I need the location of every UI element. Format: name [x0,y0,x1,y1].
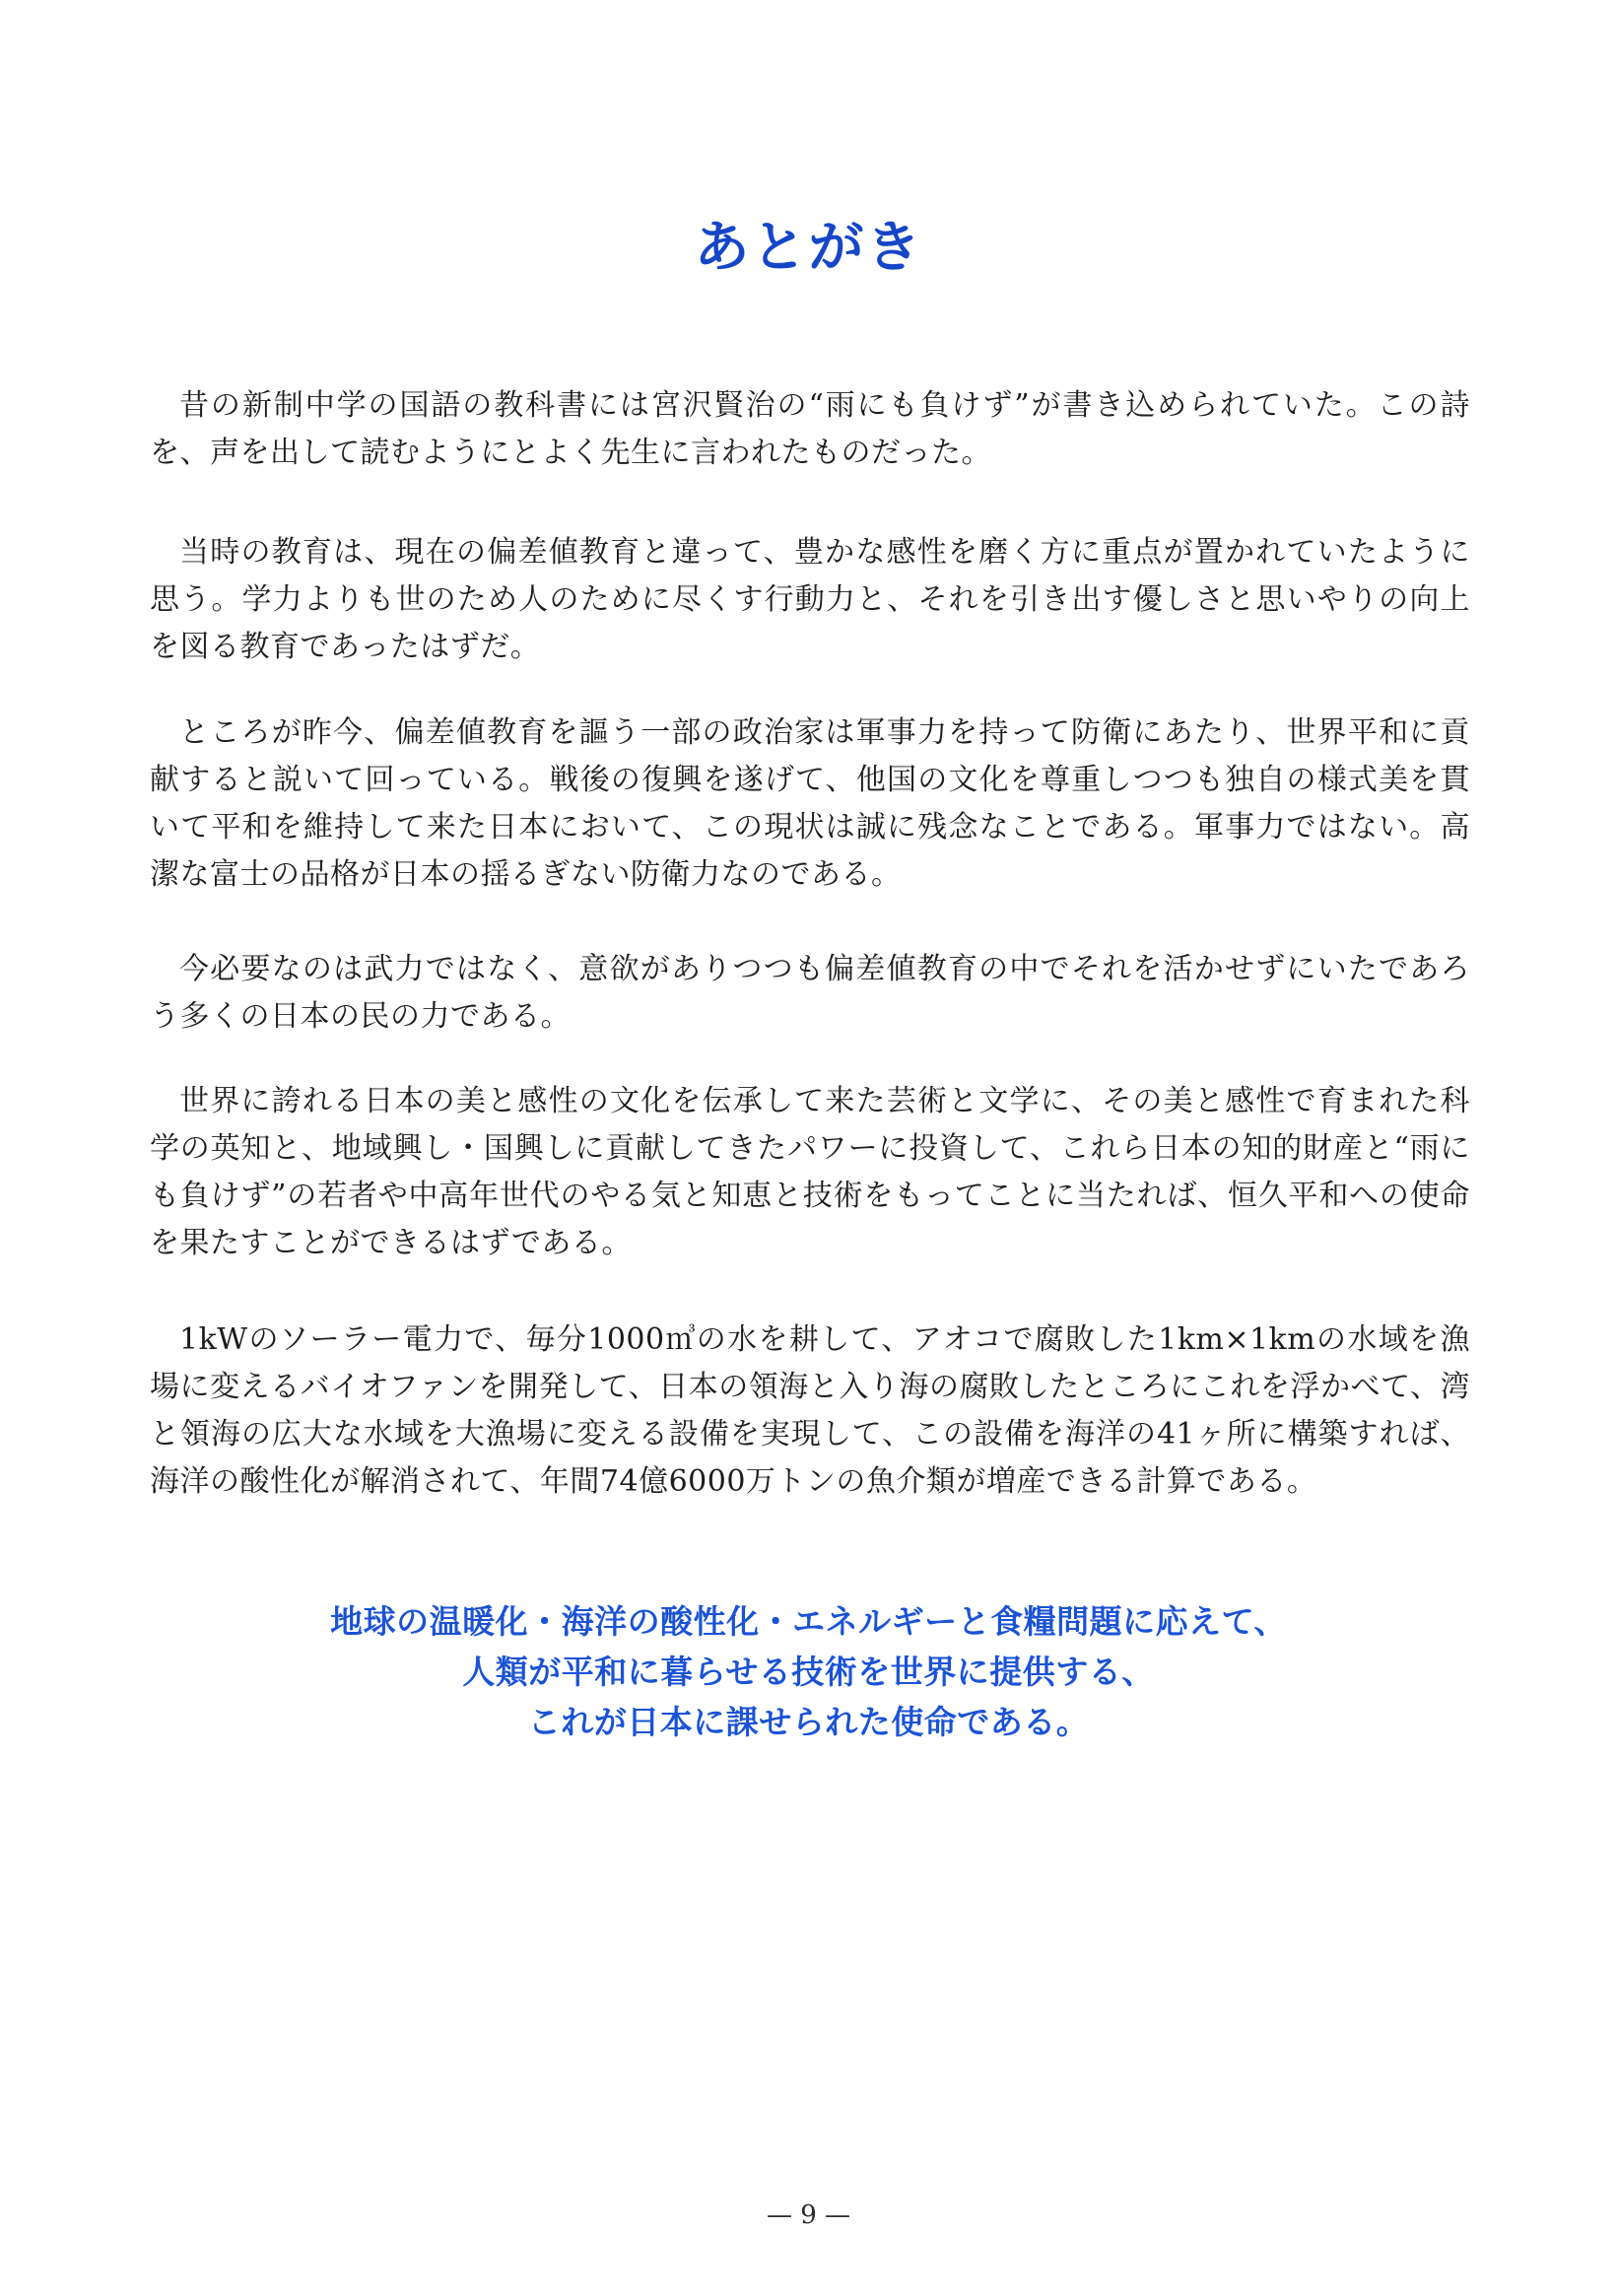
closing-line-1: 地球の温暖化・海洋の酸性化・エネルギーと食糧問題に応えて、 [330,1602,1287,1641]
closing-line-3: これが日本に課せられた使命である。 [527,1703,1090,1741]
paragraph-4: 今必要なのは武力ではなく、意欲がありつつも偏差値教育の中でそれを活かせずにいたであろう多くの日本の民の力である。 [150,952,1470,1034]
page-title: あとがき [694,215,923,280]
page-number: — 9 — [766,2200,851,2230]
paragraph-1: 昔の新制中学の国語の教科書には宮沢賢治の“雨にも負けず”が書き込められていた。この詩を、声を出して読むようにとよく先生に言われたものだった。 [150,388,1470,470]
closing-line-2: 人類が平和に暮らせる技術を世界に提供する、 [462,1653,1155,1691]
paragraph-2: 当時の教育は、現在の偏差値教育と違って、豊かな感性を磨く方に重点が置かれていたように思う。学力よりも世のため人のために尽くす行動力と、それを引き出す優しさと思いやりの向上を図る教育であったはずだ。 [150,535,1470,664]
paragraph-6: 1kWのソーラー電力で、毎分1000㎥の水を耕して、アオコで腐敗した1km×1kmの水域を漁場に変えるバイオファンを開発して、日本の領海と入り海の腐敗したところにこれを浮かべて、湾と領海の広大な水域を大漁場に変える設備を実現して、この設備を海洋の41ヶ所に構築すれば、海洋の酸性化が解消されて、年間74億6000万トンの魚介類が増産できる計算である。 [150,1322,1470,1499]
paragraph-3: ところが昨今、偏差値教育を謳う一部の政治家は軍事力を持って防衛にあたり、世界平和に貢献すると説いて回っている。戦後の復興を遂げて、他国の文化を尊重しつつも独自の様式美を貫いて平和を維持して来た日本において、この現状は誠に残念なことである。軍事力ではない。高潔な富士の品格が日本の揺るぎない防衛力なのである。 [150,715,1470,892]
closing-statement [0,1596,1617,1747]
paragraph-5: 世界に誇れる日本の美と感性の文化を伝承して来た芸術と文学に、その美と感性で育まれた科学の英知と、地域興し・国興しに貢献してきたパワーに投資して、これら日本の知的財産と“雨にも負けず”の若者や中高年世代のやる気と知恵と技術をもってことに当たれば、恒久平和への使命を果たすことができるはずである。 [150,1084,1470,1260]
